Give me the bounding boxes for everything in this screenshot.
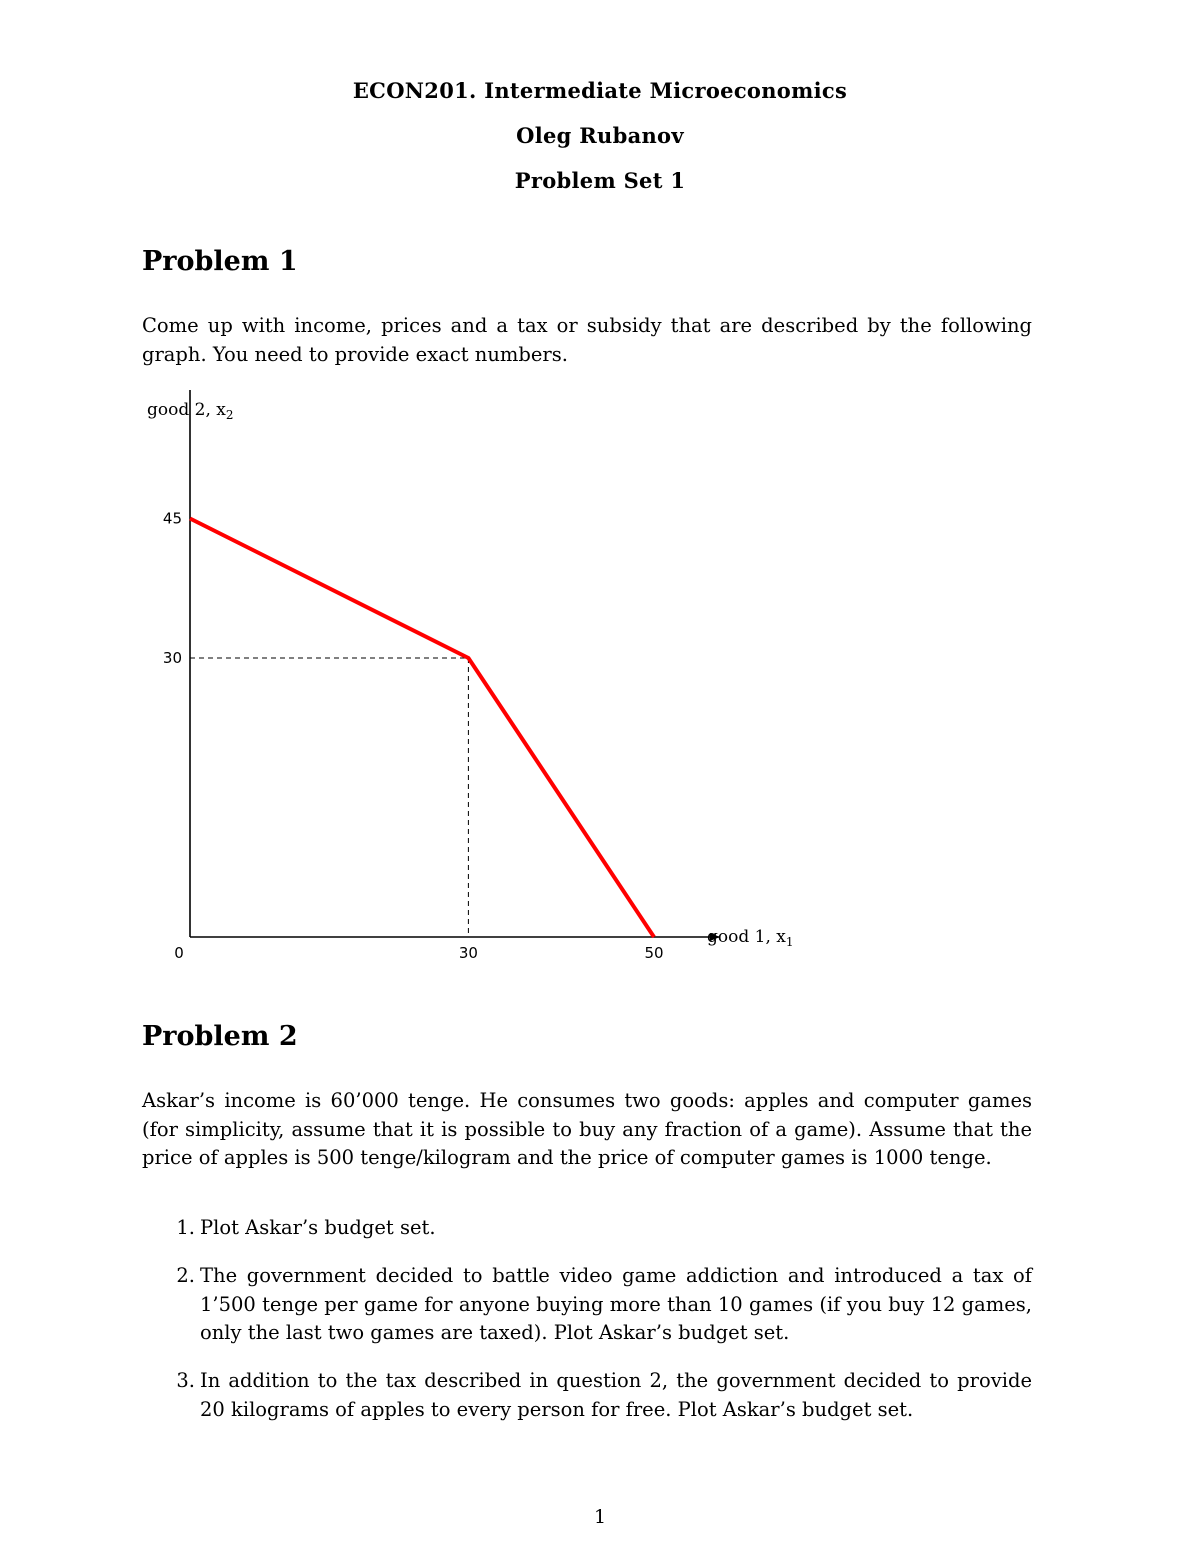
course-title: ECON201. Intermediate Microeconomics (352, 78, 848, 103)
author-name: Oleg Rubanov (516, 123, 684, 148)
problem-2-heading: Problem 2 (142, 1021, 298, 1052)
y-tick-label: 30 (162, 649, 182, 667)
question-text: The government decided to battle video game addiction and introduced a tax of 1’500 tenge per game for anyone buying more than 10 games (if you buy 12 games, only the last two games are taxed). Plot Askar’s budget set. (200, 1264, 1032, 1344)
x-tick-label: 30 (458, 944, 478, 962)
problem-2-text: Askar’s income is 60’000 tenge. He consumes two goods: apples and computer games (for simplicity, assume that it is possible to buy any fraction of a game). Assume that the price of apples is 500 tenge/kilogram and the price of computer games is 1000 tenge. (142, 1089, 1032, 1169)
problem-1-heading: Problem 1 (142, 246, 298, 277)
y-tick-label: 45 (162, 509, 182, 528)
question-text: Plot Askar’s budget set. (200, 1216, 436, 1239)
x-tick-label: 50 (644, 944, 664, 962)
question-number: 1. (176, 1216, 195, 1239)
budget-line (190, 519, 654, 938)
question-number: 2. (176, 1264, 195, 1287)
page-number: 1 (593, 1506, 607, 1528)
budget-chart (0, 390, 1200, 980)
problem-set-title: Problem Set 1 (514, 168, 686, 193)
question-text: In addition to the tax described in question 2, the government decided to provide 20 kilograms of apples to every person for free. Plot Askar’s budget set. (200, 1369, 1032, 1421)
y-axis-label: good 2, $x_2$ (147, 400, 234, 422)
x-axis-label: good 1, $x_1$ (707, 927, 794, 949)
x-tick-label: 0 (174, 944, 184, 962)
problem-1-text: Come up with income, prices and a tax or subsidy that are described by the following graph. You need to provide exact numbers. (142, 314, 1032, 366)
question-number: 3. (176, 1369, 195, 1392)
